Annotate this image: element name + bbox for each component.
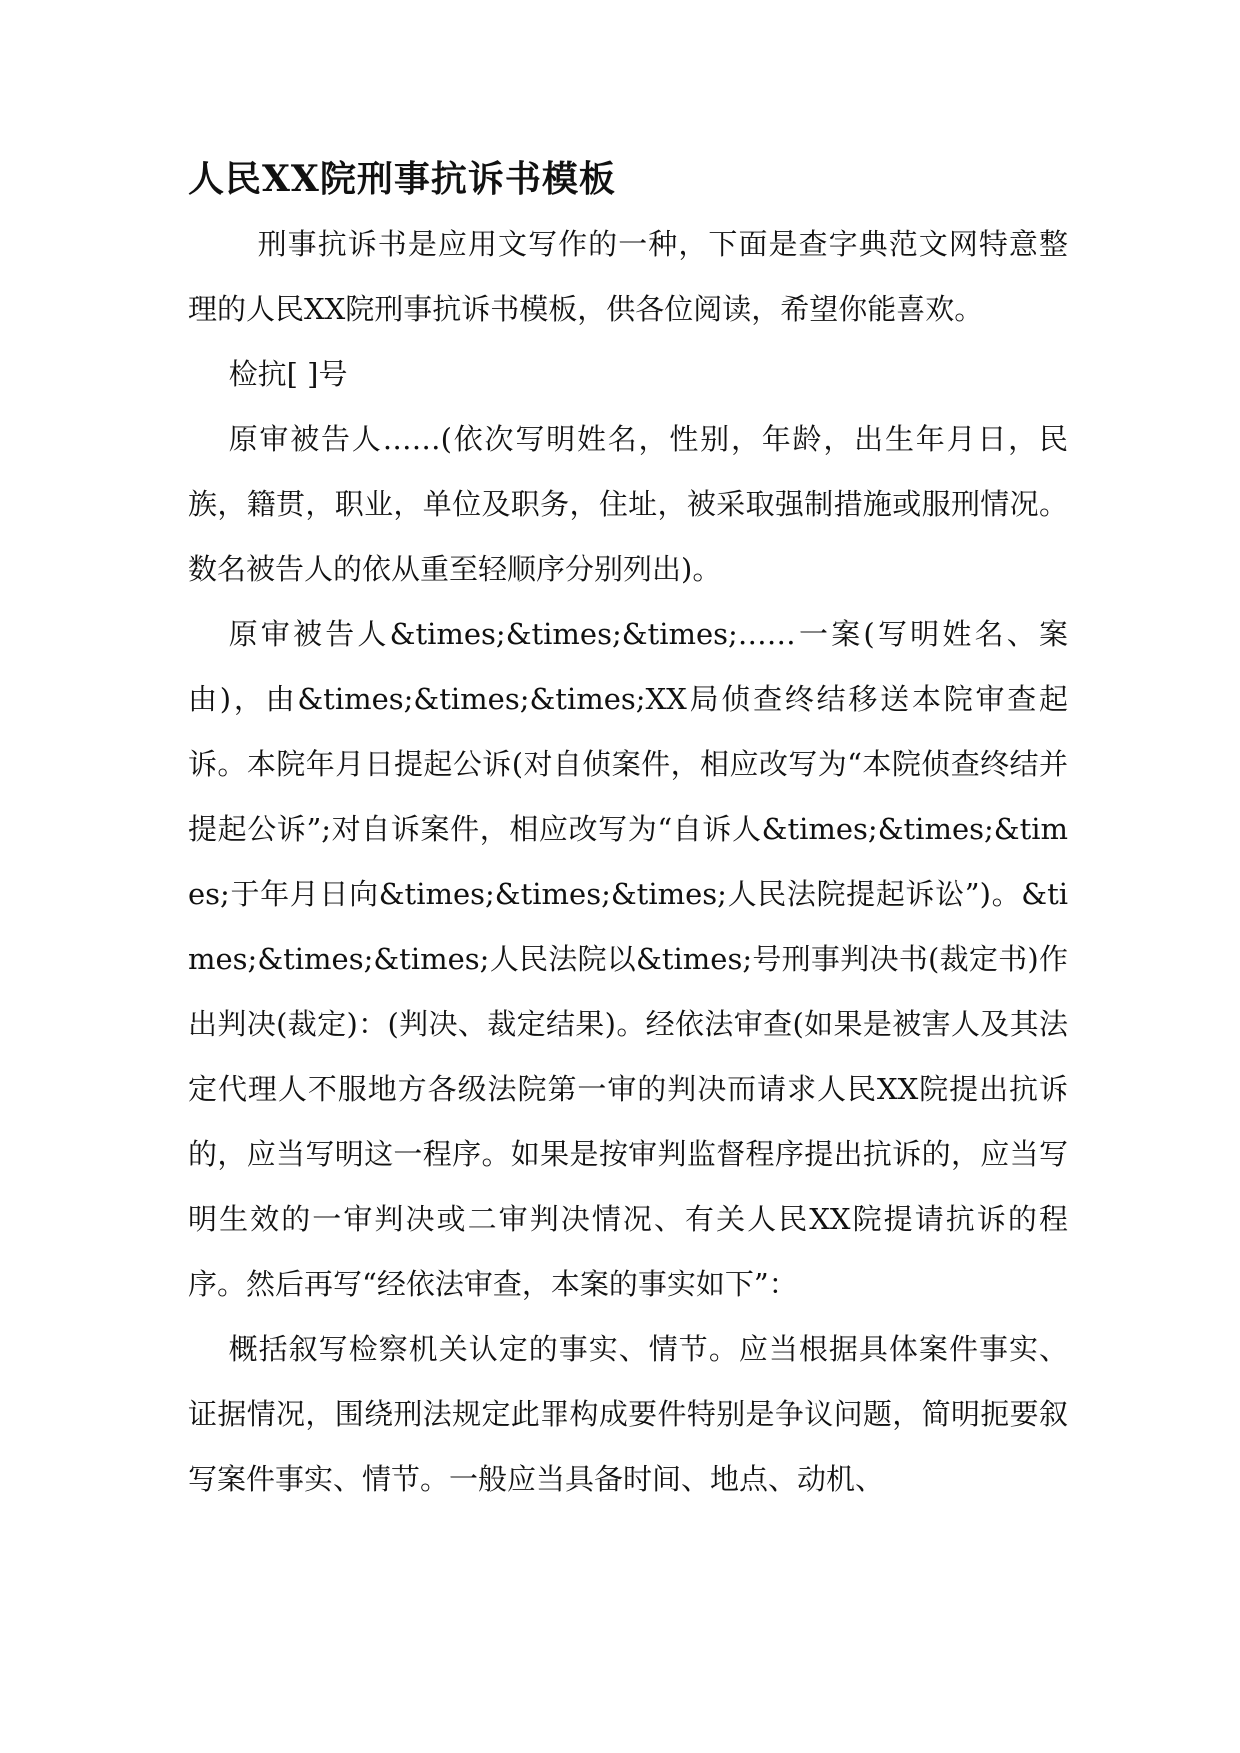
document-title: 人民XX院刑事抗诉书模板 <box>188 158 616 200</box>
intro-paragraph: 刑事抗诉书是应用文写作的一种，下面是查字典范文网特意整理的人民XX院刑事抗诉书模板，供各位阅读，希望你能喜欢。 <box>188 227 1068 326</box>
defendant-info-paragraph: 原审被告人……(依次写明姓名，性别，年龄，出生年月日，民族，籍贯，职业，单位及职务，住址，被采取强制措施或服刑情况。数名被告人的依从重至轻顺序分别列出)。 <box>188 422 1068 586</box>
facts-summary-paragraph: 概括叙写检察机关认定的事实、情节。应当根据具体案件事实、证据情况，围绕刑法规定此罪构成要件特别是争议问题，简明扼要叙写案件事实、情节。一般应当具备时间、地点、动机、 <box>188 1332 1068 1496</box>
document-body <box>188 150 1068 1512</box>
case-procedure-paragraph: 原审被告人&times;&times;&times;……一案(写明姓名、案由)，由&times;&times;&times;XX局侦查终结移送本院审查起诉。本院年月日提起公诉(对自侦案件，相应改写为“本院侦查终结并提起公诉”;对自诉案件，相应改写为“自诉人&times;&times;&times;于年月日向&times;&times;&times;人民法院提起诉讼”)。&times;&times;&times;人民法院以&times;号刑事判决书(裁定书)作出判决(裁定)：(判决、裁定结果)。经依法审查(如果是被害人及其法定代理人不服地方各级法院第一审的判决而请求人民XX院提出抗诉的，应当写明这一程序。如果是按审判监督程序提出抗诉的，应当写明生效的一审判决或二审判决情况、有关人民XX院提请抗诉的程序。然后再写“经依法审查，本案的事实如下”： <box>188 617 1068 1301</box>
case-number-line: 检抗[ ]号 <box>228 357 348 391</box>
